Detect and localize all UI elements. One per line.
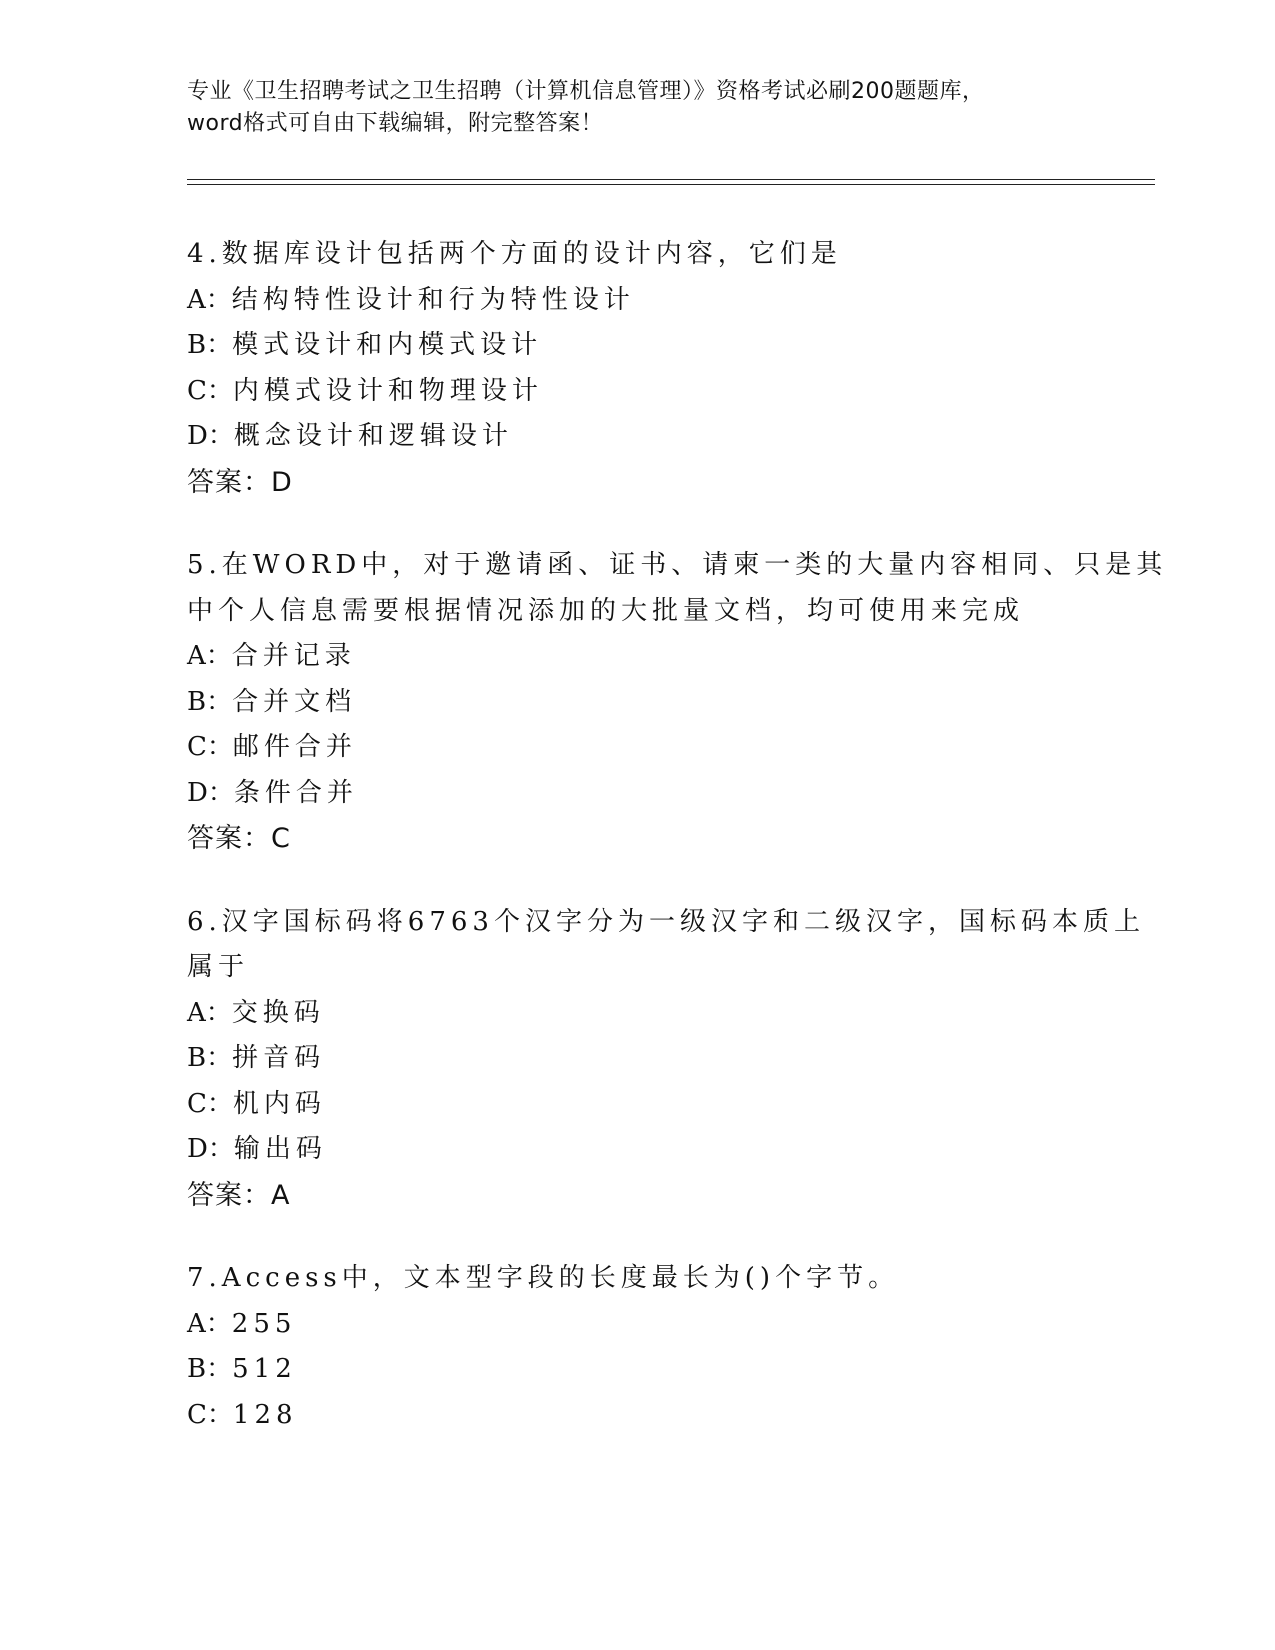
answer-option [187,1393,1107,1439]
option-letter: D： [187,777,234,808]
answer-option [187,369,1107,415]
option-text: 概念设计和逻辑设计 [233,421,513,451]
option-text: 内模式设计和物理设计 [232,375,543,406]
document-header [187,76,1087,140]
answer-option [187,725,1107,771]
answer-option [187,278,1107,324]
option-letter: C： [187,375,233,406]
header-divider-bottom [187,184,1155,185]
header-divider-top [187,179,1155,180]
option-text: 机内码 [232,1088,326,1119]
question-text-line: 中个人信息需要根据情况添加的大批量文档，均可使用来完成 [187,595,1025,626]
answer-option [187,1302,1107,1348]
option-text: 合并记录 [231,641,356,671]
answer-option [187,414,1107,460]
question-text-line: 5.在WORD中，对于邀请函、证书、请柬一类的大量内容相同、只是其 [187,550,1168,580]
answer-option [187,1082,1107,1128]
question-text-line: 6.汉字国标码将6763个汉字分为一级汉字和二级汉字，国标码本质上 [187,906,1145,937]
option-letter: D： [187,1134,234,1164]
answer-option [187,991,1107,1037]
option-letter: A： [187,641,232,671]
option-letter: B： [187,330,233,360]
answer-option [187,634,1107,680]
question-text-line: 7.Access中，文本型字段的长度最长为()个字节。 [187,1263,900,1293]
option-letter: D： [187,421,234,451]
answer-option [187,1127,1107,1173]
option-text: 拼音码 [232,1043,326,1073]
option-letter: B： [187,1354,233,1384]
header-title-line-1: 专业《卫生招聘考试之卫生招聘（计算机信息管理）》资格考试必刷200题题库， [187,79,985,104]
answer-option [187,323,1107,369]
option-letter: C： [187,1088,233,1119]
option-letter: A： [187,997,232,1028]
answer-option [187,680,1107,726]
option-text: 512 [232,1354,297,1384]
question-block [187,543,1168,862]
option-text: 交换码 [231,997,325,1028]
option-text: 邮件合并 [232,732,357,762]
question-list [187,232,1168,1476]
question-block [187,900,1145,1219]
option-letter: C： [187,1399,233,1430]
answer-option [187,1036,1107,1082]
option-text: 模式设计和内模式设计 [232,330,543,360]
option-text: 结构特性设计和行为特性设计 [231,284,635,315]
option-letter: B： [187,1043,233,1073]
option-text: 条件合并 [233,777,358,808]
header-title-line-2: word格式可自由下载编辑，附完整答案！ [187,111,604,136]
answer-key: 答案：C [187,823,291,854]
answer-key: 答案：D [187,466,293,498]
option-letter: C： [187,732,233,762]
answer-option [187,1347,1107,1393]
question-text-line: 4.数据库设计包括两个方面的设计内容，它们是 [187,239,842,269]
question-text-line: 属于 [187,952,250,982]
answer-key: 答案：A [187,1179,291,1211]
option-letter: B： [187,686,233,717]
option-text: 输出码 [233,1134,327,1164]
question-block [187,1256,1107,1438]
answer-option [187,771,1107,817]
option-letter: A： [187,1308,232,1339]
option-letter: A： [187,284,232,315]
option-text: 255 [231,1308,297,1339]
option-text: 合并文档 [232,686,357,717]
question-block [187,232,1107,505]
option-text: 128 [232,1399,298,1430]
